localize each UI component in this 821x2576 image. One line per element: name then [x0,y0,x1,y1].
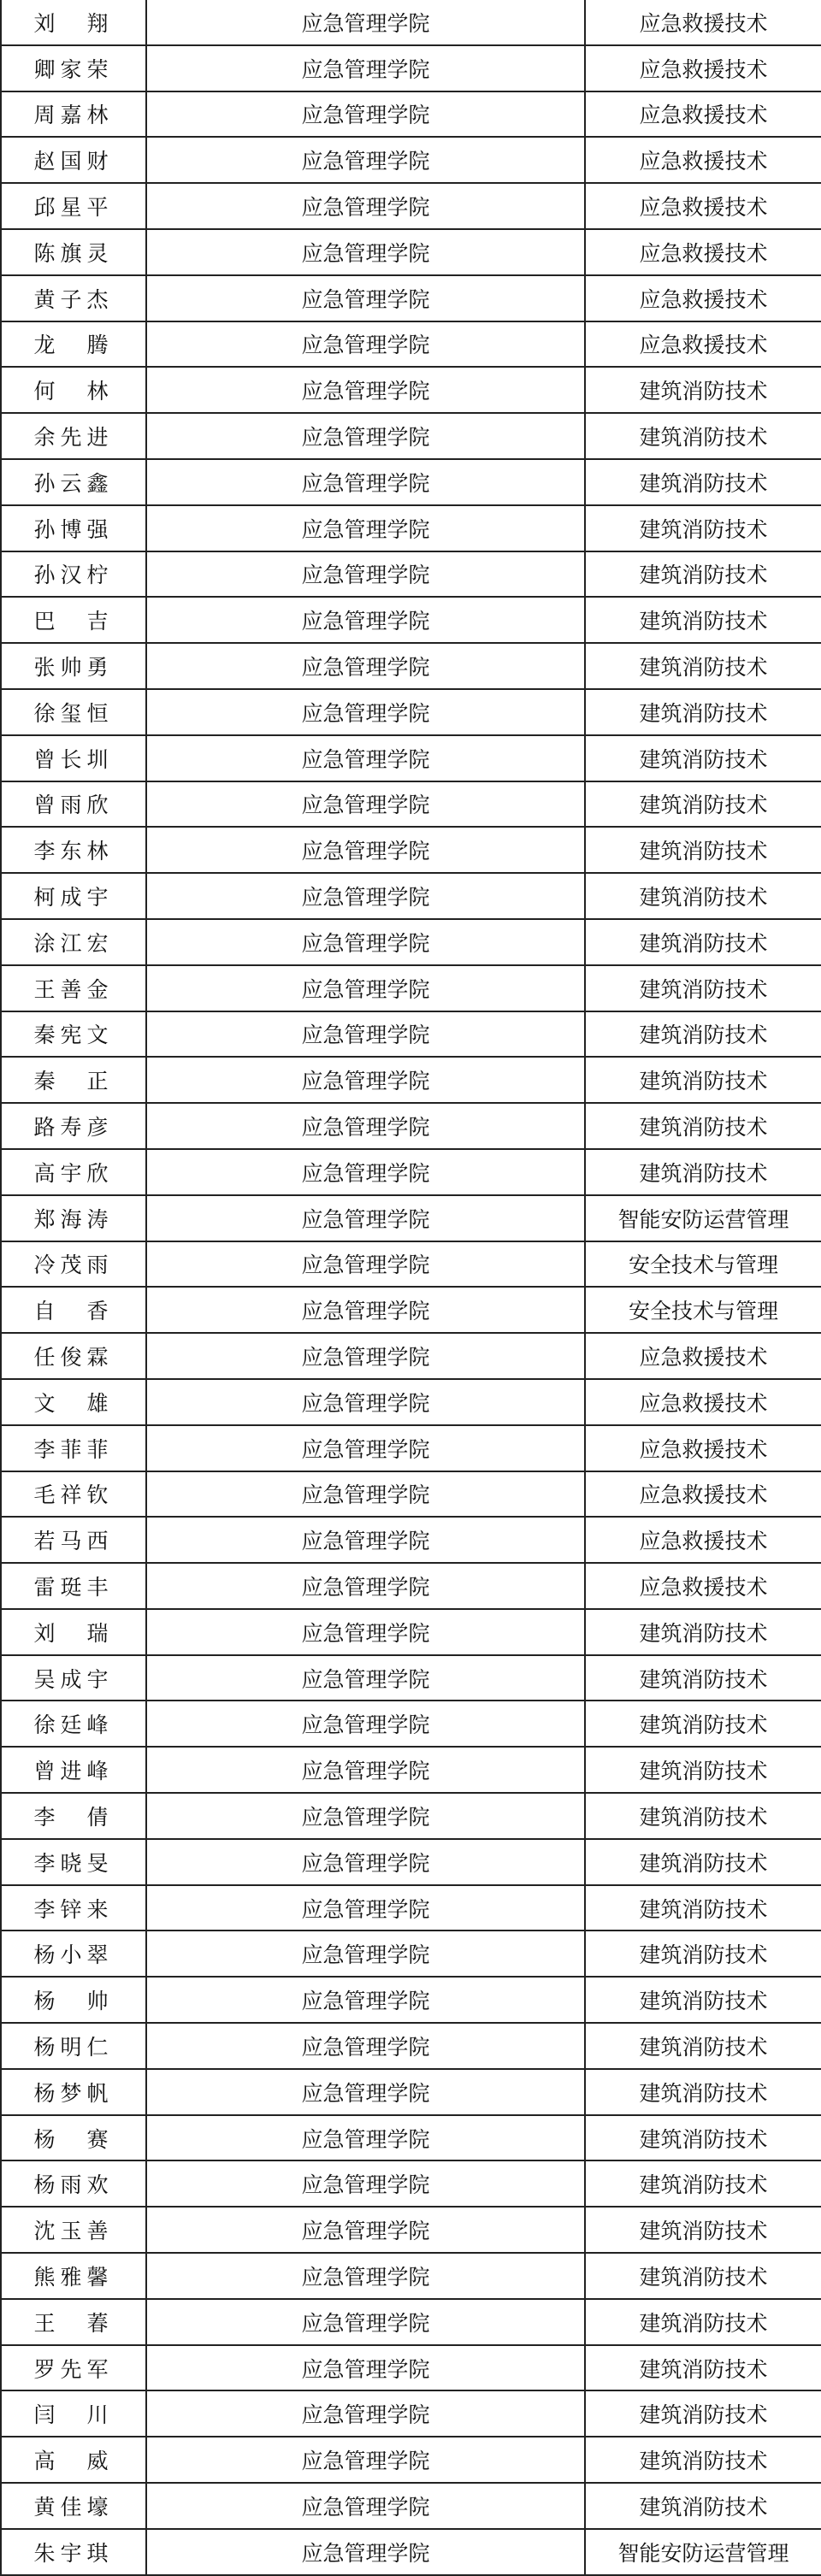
student-name-cell: 张帅勇 [1,643,146,689]
major-cell: 应急救援技术 [585,91,821,138]
table-row [1,2253,821,2299]
student-name-cell: 朱宇琪 [1,2529,146,2575]
major-cell: 智能安防运营管理 [585,2529,821,2575]
major-cell: 建筑消防技术 [585,551,821,598]
school-cell: 应急管理学院 [146,229,585,275]
student-name-cell: 黄子杰 [1,275,146,321]
major-cell: 建筑消防技术 [585,2437,821,2483]
student-name-cell: 邱星平 [1,183,146,229]
table-row [1,1747,821,1793]
table-row [1,2160,821,2207]
school-cell: 应急管理学院 [146,689,585,735]
major-cell: 建筑消防技术 [585,2160,821,2207]
table-row [1,965,821,1011]
student-name-cell: 黄佳壕 [1,2483,146,2529]
student-name-cell: 徐廷峰 [1,1701,146,1747]
table-row [1,1839,821,1885]
student-name-cell: 卿家荣 [1,45,146,91]
school-cell: 应急管理学院 [146,2207,585,2253]
table-row [1,2069,821,2115]
school-cell: 应急管理学院 [146,0,585,45]
table-row [1,2207,821,2253]
major-cell: 建筑消防技术 [585,643,821,689]
student-name-cell: 王善金 [1,965,146,1011]
table-row [1,1701,821,1747]
student-name-cell: 柯成宇 [1,873,146,919]
student-name-cell: 李晓旻 [1,1839,146,1885]
table-row [1,1471,821,1518]
major-cell: 建筑消防技术 [585,459,821,505]
table-row [1,2483,821,2529]
table-row [1,873,821,919]
table-row [1,1011,821,1058]
school-cell: 应急管理学院 [146,1563,585,1609]
student-name-cell: 吴成宇 [1,1655,146,1701]
school-cell: 应急管理学院 [146,1241,585,1288]
student-name-cell: 若马西 [1,1517,146,1563]
student-name-cell: 孙汉柠 [1,551,146,598]
major-cell: 安全技术与管理 [585,1241,821,1288]
table-row [1,1103,821,1149]
table-row [1,1885,821,1931]
table-row [1,1287,821,1333]
school-cell: 应急管理学院 [146,1793,585,1839]
student-name-cell: 杨 赛 [1,2115,146,2161]
major-cell: 建筑消防技术 [585,1885,821,1931]
major-cell: 建筑消防技术 [585,2390,821,2437]
school-cell: 应急管理学院 [146,735,585,781]
major-cell: 建筑消防技术 [585,1977,821,2023]
major-cell: 建筑消防技术 [585,2023,821,2069]
table-row [1,321,821,368]
table-row [1,827,821,873]
major-cell: 建筑消防技术 [585,597,821,643]
school-cell: 应急管理学院 [146,2069,585,2115]
student-name-cell: 罗先军 [1,2345,146,2391]
school-cell: 应急管理学院 [146,597,585,643]
table-row [1,183,821,229]
school-cell: 应急管理学院 [146,1057,585,1103]
student-name-cell: 孙云鑫 [1,459,146,505]
table-row [1,643,821,689]
student-name-cell: 秦 正 [1,1057,146,1103]
school-cell: 应急管理学院 [146,2253,585,2299]
table-row [1,0,821,45]
school-cell: 应急管理学院 [146,643,585,689]
table-row [1,2437,821,2483]
table-row [1,1609,821,1655]
major-cell: 安全技术与管理 [585,1287,821,1333]
student-name-cell: 高 威 [1,2437,146,2483]
student-name-cell: 李东林 [1,827,146,873]
school-cell: 应急管理学院 [146,275,585,321]
table-row [1,1931,821,1977]
school-cell: 应急管理学院 [146,1333,585,1379]
major-cell: 建筑消防技术 [585,2299,821,2345]
table-row [1,1655,821,1701]
major-cell: 建筑消防技术 [585,1609,821,1655]
major-cell: 建筑消防技术 [585,735,821,781]
table-row [1,505,821,551]
school-cell: 应急管理学院 [146,1701,585,1747]
major-cell: 建筑消防技术 [585,689,821,735]
table-row [1,275,821,321]
major-cell: 建筑消防技术 [585,781,821,828]
student-name-cell: 龙 腾 [1,321,146,368]
student-name-cell: 赵国财 [1,137,146,183]
table-row [1,2390,821,2437]
student-name-cell: 路寿彦 [1,1103,146,1149]
school-cell: 应急管理学院 [146,2529,585,2575]
school-cell: 应急管理学院 [146,137,585,183]
table-row [1,459,821,505]
major-cell: 建筑消防技术 [585,1747,821,1793]
school-cell: 应急管理学院 [146,1839,585,1885]
student-name-cell: 杨 帅 [1,1977,146,2023]
school-cell: 应急管理学院 [146,1103,585,1149]
major-cell: 建筑消防技术 [585,505,821,551]
student-name-cell: 任俊霖 [1,1333,146,1379]
major-cell: 应急救援技术 [585,137,821,183]
major-cell: 应急救援技术 [585,0,821,45]
school-cell: 应急管理学院 [146,1977,585,2023]
table-row [1,781,821,828]
table-row [1,91,821,138]
student-name-cell: 高宇欣 [1,1149,146,1195]
table-row [1,1195,821,1241]
school-cell: 应急管理学院 [146,2023,585,2069]
major-cell: 应急救援技术 [585,229,821,275]
student-name-cell: 巴 吉 [1,597,146,643]
student-name-cell: 陈旗灵 [1,229,146,275]
major-cell: 应急救援技术 [585,45,821,91]
student-name-cell: 闫 川 [1,2390,146,2437]
table-row [1,551,821,598]
major-cell: 建筑消防技术 [585,1655,821,1701]
school-cell: 应急管理学院 [146,1195,585,1241]
student-name-cell: 郑海涛 [1,1195,146,1241]
table-row [1,1379,821,1425]
school-cell: 应急管理学院 [146,367,585,413]
table-row [1,45,821,91]
table-row [1,413,821,459]
student-name-cell: 李 倩 [1,1793,146,1839]
major-cell: 建筑消防技术 [585,1149,821,1195]
student-name-cell: 冷茂雨 [1,1241,146,1288]
school-cell: 应急管理学院 [146,45,585,91]
student-name-cell: 杨明仁 [1,2023,146,2069]
major-cell: 应急救援技术 [585,1563,821,1609]
table-row [1,2299,821,2345]
school-cell: 应急管理学院 [146,781,585,828]
school-cell: 应急管理学院 [146,873,585,919]
student-name-cell: 余先进 [1,413,146,459]
major-cell: 建筑消防技术 [585,873,821,919]
student-name-cell: 雷珽丰 [1,1563,146,1609]
school-cell: 应急管理学院 [146,919,585,965]
major-cell: 建筑消防技术 [585,1839,821,1885]
major-cell: 建筑消防技术 [585,2345,821,2391]
student-name-cell: 毛祥钦 [1,1471,146,1518]
student-name-cell: 文 雄 [1,1379,146,1425]
school-cell: 应急管理学院 [146,2299,585,2345]
student-name-cell: 杨雨欢 [1,2160,146,2207]
student-name-cell: 曾雨欣 [1,781,146,828]
table-row [1,2023,821,2069]
major-cell: 建筑消防技术 [585,2115,821,2161]
school-cell: 应急管理学院 [146,965,585,1011]
student-name-cell: 熊雅馨 [1,2253,146,2299]
major-cell: 建筑消防技术 [585,1103,821,1149]
major-cell: 建筑消防技术 [585,1011,821,1058]
major-cell: 智能安防运营管理 [585,1195,821,1241]
table-row [1,1057,821,1103]
student-name-cell: 沈玉善 [1,2207,146,2253]
school-cell: 应急管理学院 [146,321,585,368]
school-cell: 应急管理学院 [146,1011,585,1058]
table-row [1,2529,821,2575]
school-cell: 应急管理学院 [146,1287,585,1333]
student-name-cell: 孙博强 [1,505,146,551]
table-row [1,597,821,643]
table-row [1,1517,821,1563]
school-cell: 应急管理学院 [146,1885,585,1931]
school-cell: 应急管理学院 [146,2115,585,2161]
major-cell: 应急救援技术 [585,275,821,321]
major-cell: 建筑消防技术 [585,2483,821,2529]
roster-body [1,0,821,2575]
student-name-cell: 何 林 [1,367,146,413]
student-name-cell: 曾长圳 [1,735,146,781]
table-row [1,689,821,735]
school-cell: 应急管理学院 [146,1379,585,1425]
major-cell: 应急救援技术 [585,1517,821,1563]
student-name-cell: 李菲菲 [1,1425,146,1471]
student-name-cell: 徐玺恒 [1,689,146,735]
major-cell: 建筑消防技术 [585,919,821,965]
table-row [1,2115,821,2161]
school-cell: 应急管理学院 [146,2160,585,2207]
student-name-cell: 曾进峰 [1,1747,146,1793]
school-cell: 应急管理学院 [146,551,585,598]
major-cell: 建筑消防技术 [585,1931,821,1977]
student-name-cell: 李锌来 [1,1885,146,1931]
school-cell: 应急管理学院 [146,1655,585,1701]
major-cell: 建筑消防技术 [585,827,821,873]
student-name-cell: 刘 瑞 [1,1609,146,1655]
major-cell: 应急救援技术 [585,1333,821,1379]
student-name-cell: 杨梦帆 [1,2069,146,2115]
school-cell: 应急管理学院 [146,1471,585,1518]
major-cell: 应急救援技术 [585,183,821,229]
student-name-cell: 涂江宏 [1,919,146,965]
school-cell: 应急管理学院 [146,1149,585,1195]
school-cell: 应急管理学院 [146,2483,585,2529]
student-name-cell: 刘 翔 [1,0,146,45]
school-cell: 应急管理学院 [146,2390,585,2437]
school-cell: 应急管理学院 [146,1747,585,1793]
major-cell: 应急救援技术 [585,321,821,368]
table-row [1,1241,821,1288]
table-row [1,1977,821,2023]
student-name-cell: 杨小翠 [1,1931,146,1977]
table-row [1,1333,821,1379]
major-cell: 应急救援技术 [585,1425,821,1471]
school-cell: 应急管理学院 [146,1931,585,1977]
table-row [1,367,821,413]
major-cell: 建筑消防技术 [585,1057,821,1103]
school-cell: 应急管理学院 [146,1517,585,1563]
school-cell: 应急管理学院 [146,505,585,551]
table-row [1,137,821,183]
table-row [1,2345,821,2391]
major-cell: 建筑消防技术 [585,1793,821,1839]
school-cell: 应急管理学院 [146,459,585,505]
table-row [1,919,821,965]
school-cell: 应急管理学院 [146,827,585,873]
major-cell: 应急救援技术 [585,1471,821,1518]
school-cell: 应急管理学院 [146,1425,585,1471]
school-cell: 应急管理学院 [146,2437,585,2483]
student-name-cell: 王 萶 [1,2299,146,2345]
student-name-cell: 周嘉林 [1,91,146,138]
school-cell: 应急管理学院 [146,2345,585,2391]
major-cell: 建筑消防技术 [585,367,821,413]
student-name-cell: 自 香 [1,1287,146,1333]
school-cell: 应急管理学院 [146,1609,585,1655]
major-cell: 建筑消防技术 [585,965,821,1011]
school-cell: 应急管理学院 [146,91,585,138]
major-cell: 建筑消防技术 [585,2069,821,2115]
student-name-cell: 秦宪文 [1,1011,146,1058]
school-cell: 应急管理学院 [146,183,585,229]
major-cell: 建筑消防技术 [585,2253,821,2299]
school-cell: 应急管理学院 [146,413,585,459]
table-row [1,229,821,275]
table-row [1,1793,821,1839]
table-row [1,735,821,781]
table-row [1,1149,821,1195]
major-cell: 建筑消防技术 [585,2207,821,2253]
major-cell: 建筑消防技术 [585,413,821,459]
table-row [1,1563,821,1609]
major-cell: 建筑消防技术 [585,1701,821,1747]
table-row [1,1425,821,1471]
major-cell: 应急救援技术 [585,1379,821,1425]
